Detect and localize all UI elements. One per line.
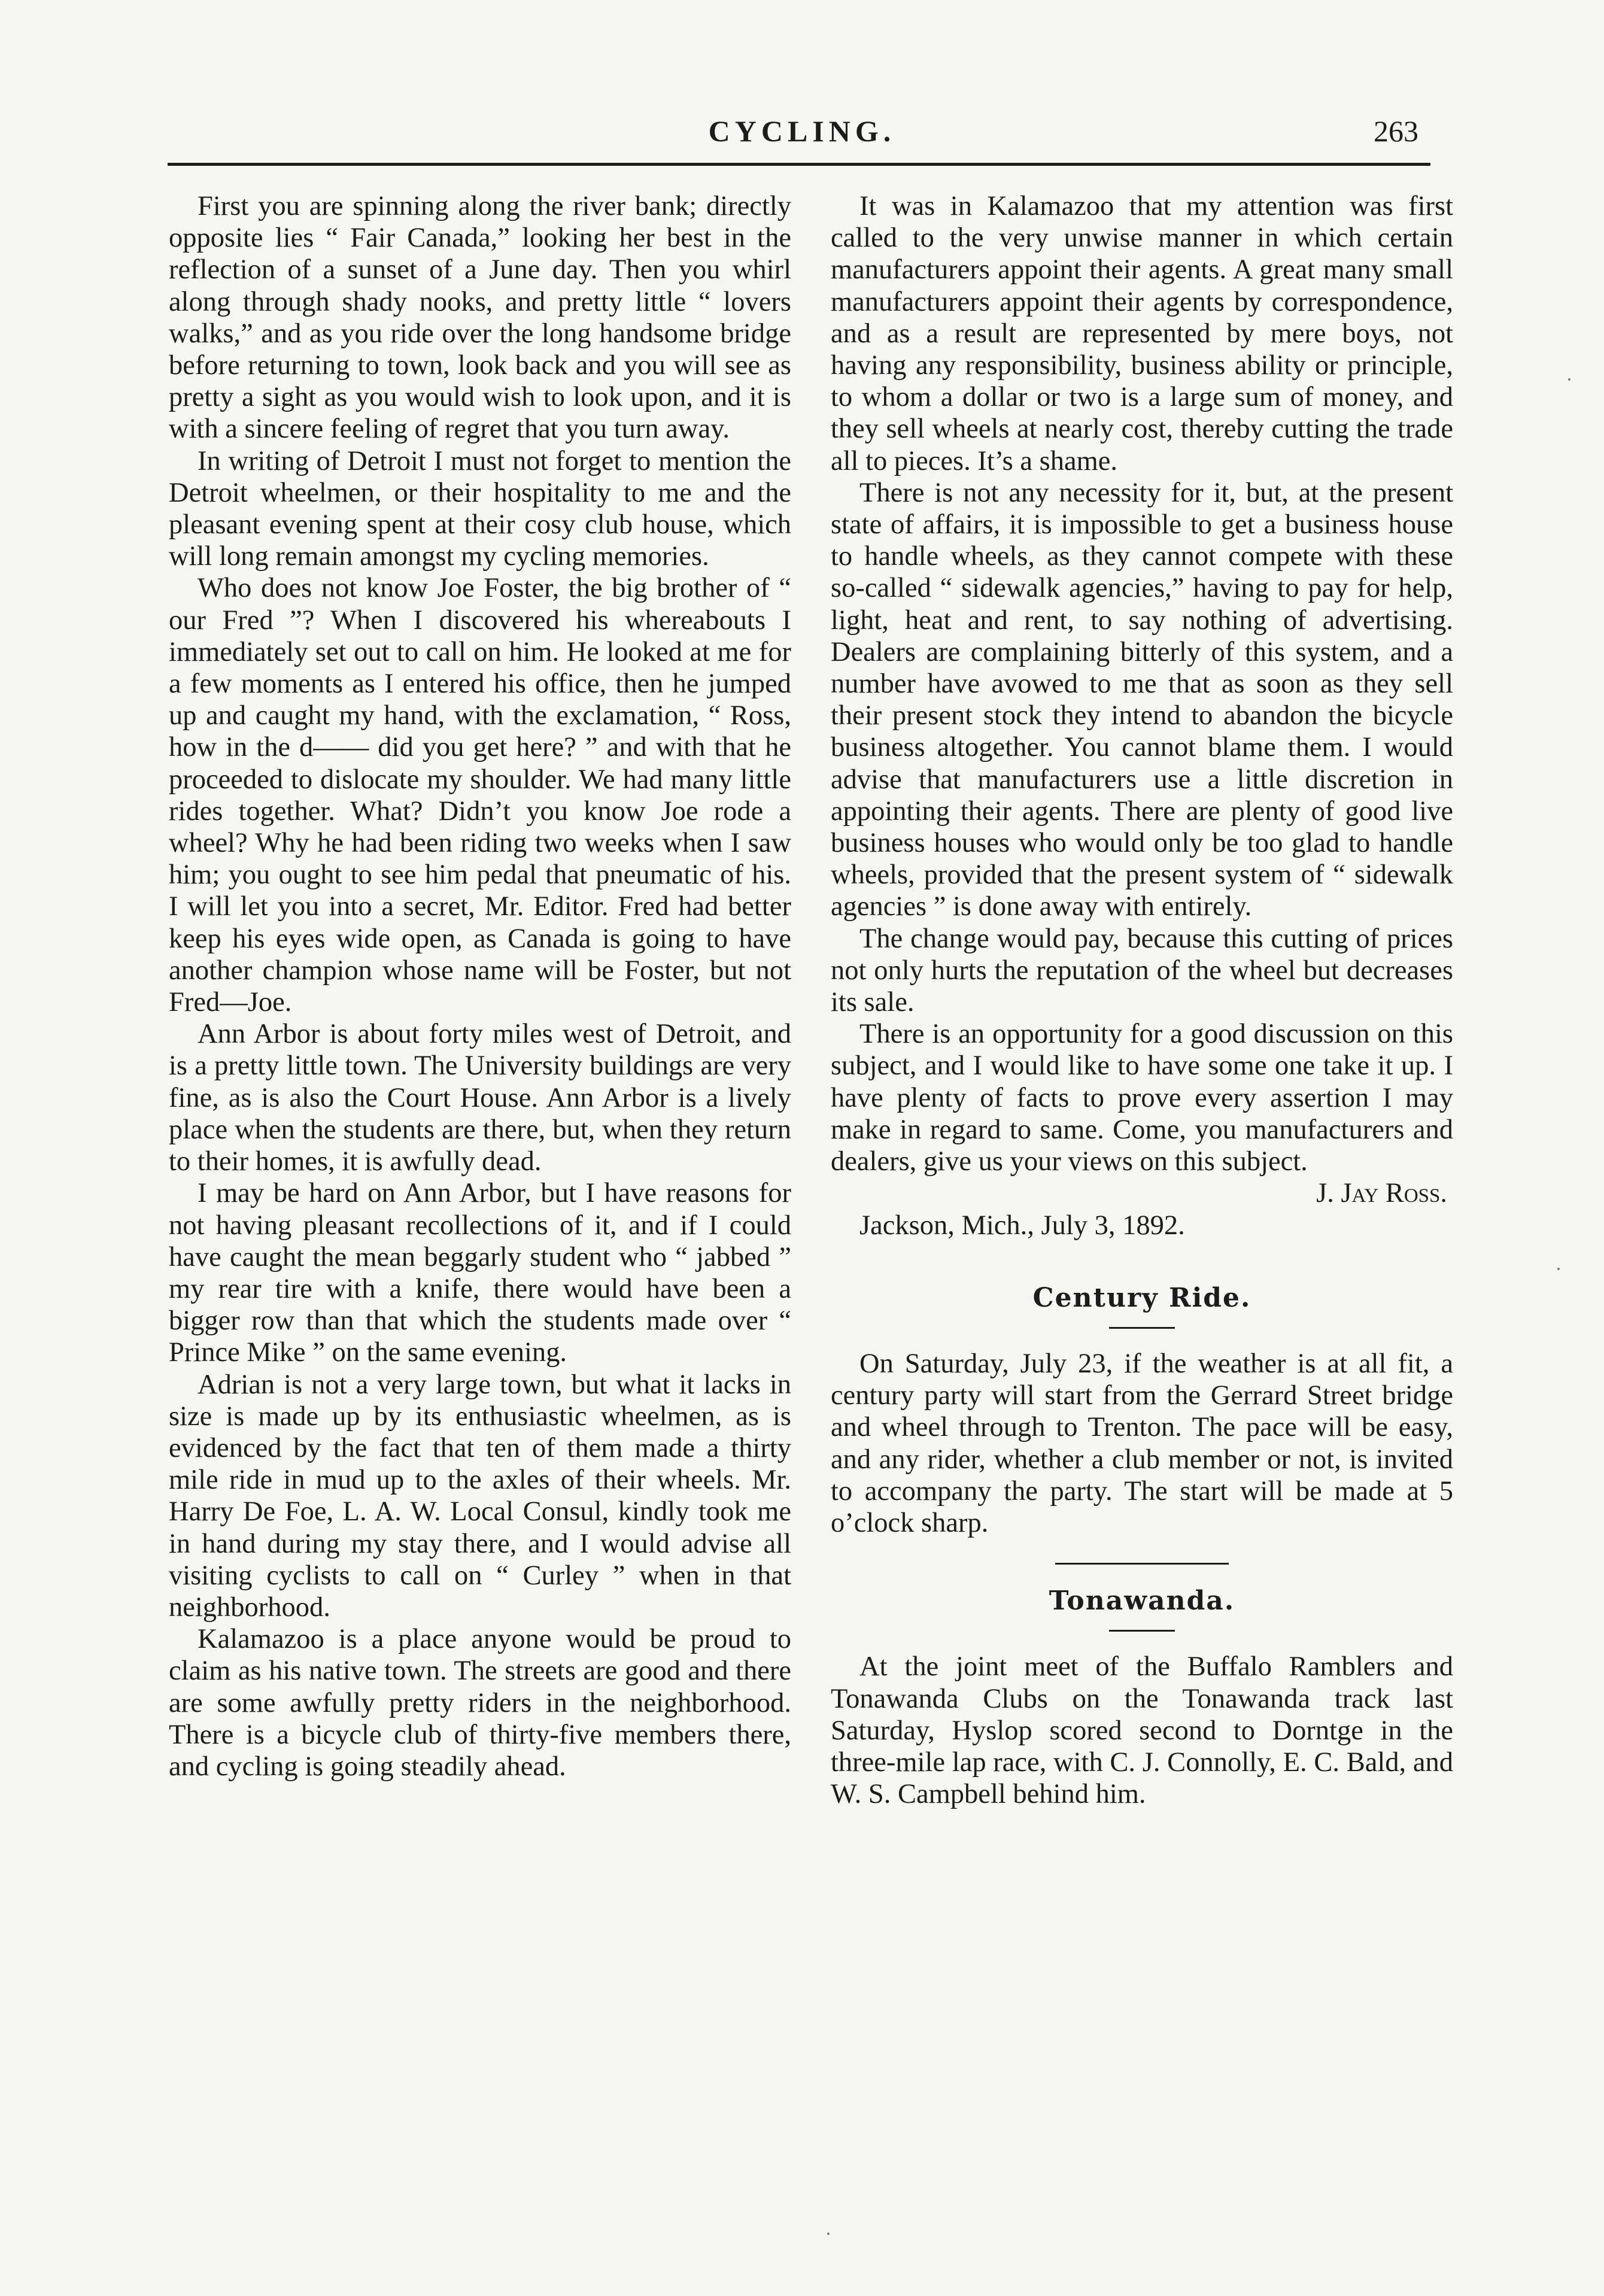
paragraph: It was in Kalamazoo that my attention was first called to the very unwise manner in which certain manufacturers appoint their agents. A great many small manufacturers appoint their agents by correspondence, and as a result are represented by mere boys, not having any responsibility, business ability or principle, to whom a dollar or two is a large sum of money, and they sell wheels at nearly cost, thereby cutting the trade all to pieces. It’s a shame. bbox=[831, 191, 1453, 476]
paragraph: Ann Arbor is about forty miles west of Detroit, and is a pretty little town. The University buildings are very fine, as is also the Court House. Ann Arbor is a lively place when the students are there, but, when they return to their homes, it is awfully dead. bbox=[169, 1019, 791, 1177]
paragraph: I may be hard on Ann Arbor, but I have reasons for not having pleasant recollections of it, and if I could have caught the mean beggarly student who “ jabbed ” my rear tire with a knife, there would have been a bigger row than that which the students made over “ Prince Mike ” on the same evening. bbox=[169, 1178, 791, 1368]
running-title: CYCLING. bbox=[708, 114, 896, 148]
page-number: 263 bbox=[1374, 114, 1418, 148]
author-signature: J. Jay Ross. bbox=[1316, 1178, 1447, 1209]
signature-line bbox=[831, 1177, 1453, 1209]
section-heading-tonawanda: Tonawanda. bbox=[1049, 1586, 1235, 1617]
right-column bbox=[831, 190, 1453, 1810]
section-heading-century-ride: Century Ride. bbox=[1032, 1282, 1251, 1313]
dateline: Jackson, Mich., July 3, 1892. bbox=[859, 1210, 1185, 1241]
scan-speck bbox=[1568, 378, 1570, 381]
section-body-tonawanda: At the joint meet of the Buffalo Ramblers and Tonawanda Clubs on the Tonawanda track last Saturday, Hyslop scored second to Dorntge in the three-mile lap race, with C. J. Connolly, E. C. Bald, and W. S. Campbell behind him. bbox=[831, 1651, 1453, 1810]
section-divider bbox=[1055, 1563, 1229, 1565]
scan-speck bbox=[827, 2233, 830, 2235]
running-head bbox=[180, 114, 1424, 156]
paragraph: Kalamazoo is a place anyone would be proud to claim as his native town. The streets are good and there are some awfully pretty riders in the neighborhood. There is a bicycle club of thirty-five members there, and cycling is going steadily ahead. bbox=[169, 1624, 791, 1782]
paragraph: Who does not know Joe Foster, the big brother of “ our Fred ”? When I discovered his whereabouts I immediately set out to call on him. He looked at me for a few moments as I entered his office, then he jumped up and caught my hand, with the exclamation, “ Ross, how in the d—— did you get here? ” and with that he proceeded to dislocate my shoulder. We had many little rides together. What? Didn’t you know Joe rode a wheel? Why he had been riding two weeks when I saw him; you ought to see him pedal that pneumatic of his. I will let you into a secret, Mr. Editor. Fred had better keep his eyes wide open, as Canada is going to have another champion whose name will be Foster, but not Fred—Joe. bbox=[169, 573, 791, 1018]
scan-speck bbox=[1557, 1268, 1560, 1270]
paragraph: There is not any necessity for it, but, at the present state of affairs, it is impossible to get a business house to handle wheels, as they cannot compete with these so-called “ sidewalk agencies,” having to pay for help, light, heat and rent, to say nothing of advertising. Dealers are complaining bitterly of this system, and a number have avowed to me that as soon as they sell their present stock they intend to abandon the bicycle business altogether. You cannot blame them. I would advise that manufacturers use a little discretion in appointing their agents. There are plenty of good live business houses who would only be too glad to handle wheels, provided that the present system of “ sidewalk agencies ” is done away with entirely. bbox=[831, 477, 1453, 922]
paragraph: First you are spinning along the river bank; directly opposite lies “ Fair Canada,” looking her best in the reflection of a sunset of a June day. Then you whirl along through shady nooks, and pretty little “ lovers walks,” and as you ride over the long handsome bridge before returning to town, look back and you will see as pretty a sight as you would wish to look upon, and it is with a sincere feeling of regret that you turn away. bbox=[169, 191, 791, 445]
paragraph: In writing of Detroit I must not forget to mention the Detroit wheelmen, or their hospitality to me and the pleasant evening spent at their cosy club house, which will long remain amongst my cycling memories. bbox=[169, 445, 791, 572]
section-body-century-ride: On Saturday, July 23, if the weather is at all fit, a century party will start from the Gerrard Street bridge and wheel through to Trenton. The pace will be easy, and any rider, whether a club member or not, is invited to accompany the party. The start will be made at 5 o’clock sharp. bbox=[831, 1348, 1453, 1538]
paragraph: There is an opportunity for a good discussion on this subject, and I would like to have some one take it up. I have plenty of facts to prove every assertion I may make in regard to same. Come, you manufacturers and dealers, give us your views on this subject. bbox=[831, 1019, 1453, 1177]
header-rule bbox=[168, 163, 1430, 166]
paragraph: Adrian is not a very large town, but what it lacks in size is made up by its enthusiastic wheelmen, as is evidenced by the fact that ten of them made a thirty mile ride in mud up to the axles of their wheels. Mr. Harry De Foe, L. A. W. Local Consul, kindly took me in hand during my stay there, and I would advise all visiting cyclists to call on “ Curley ” when in that neighborhood. bbox=[169, 1369, 791, 1623]
left-column bbox=[169, 190, 791, 1782]
section-rule bbox=[1109, 1630, 1175, 1632]
section-rule bbox=[1109, 1327, 1175, 1329]
paragraph: The change would pay, because this cutting of prices not only hurts the reputation of the wheel but decreases its sale. bbox=[831, 923, 1453, 1018]
